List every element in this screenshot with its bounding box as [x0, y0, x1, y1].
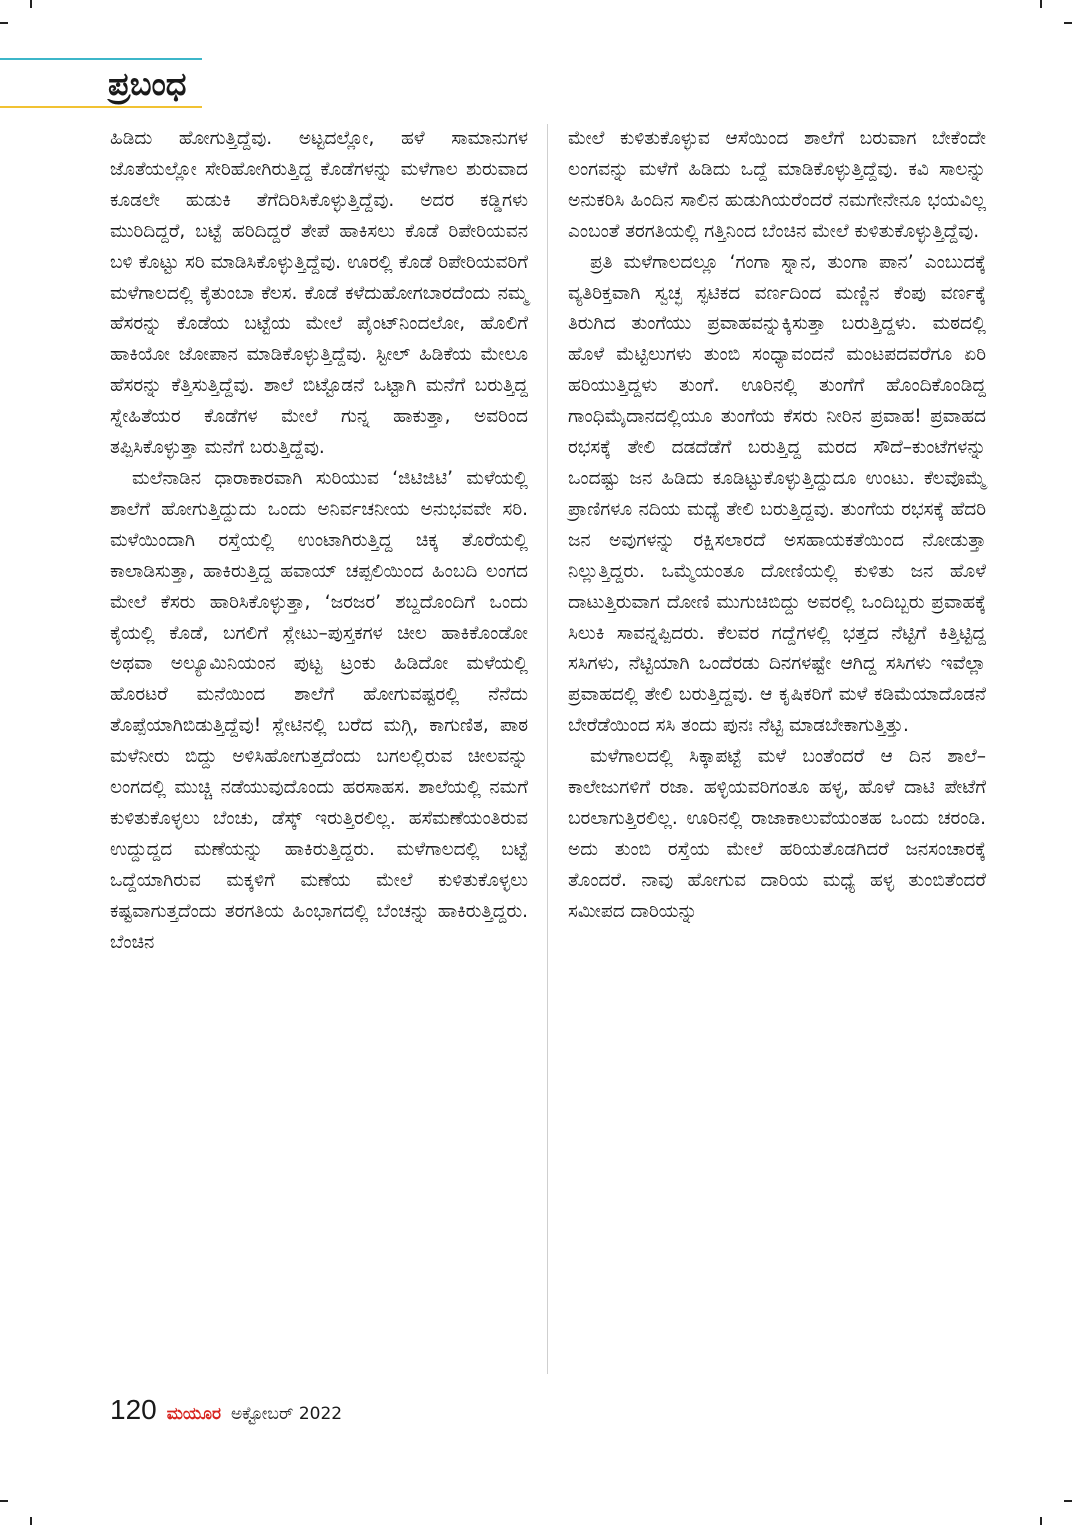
crop-mark — [30, 1517, 32, 1525]
header-accent-rule-top — [0, 58, 202, 60]
issue-date: ಅಕ್ಟೋಬರ್ 2022 — [230, 1404, 343, 1424]
page-footer — [110, 1394, 342, 1434]
crop-mark — [1064, 22, 1072, 24]
article-paragraph: ಮಲೆನಾಡಿನ ಧಾರಾಕಾರವಾಗಿ ಸುರಿಯುವ ‘ಜಿಟಿಜಿಟಿ’ ಮಳೆಯಲ್ಲಿ ಶಾಲೆಗೆ ಹೋಗುತ್ತಿದ್ದುದು ಒಂದು ಅನಿರ್ವಚನೀಯ ಅನುಭವವೇ ಸರಿ. ಮಳೆಯಿಂದಾಗಿ ರಸ್ತೆಯಲ್ಲಿ ಉಂಟಾಗಿರುತ್ತಿದ್ದ ಚಿಕ್ಕ ತೊರೆಯಲ್ಲಿ ಕಾಲಾಡಿಸುತ್ತಾ, ಹಾಕಿರುತ್ತಿದ್ದ ಹವಾಯ್ ಚಪ್ಪಲಿಯಿಂದ ಹಿಂಬದಿ ಲಂಗದ ಮೇಲೆ ಕೆಸರು ಹಾರಿಸಿಕೊಳ್ಳುತ್ತಾ, ‘ಜರಜರ’ ಶಬ್ದದೊಂದಿಗೆ ಒಂದು ಕೈಯಲ್ಲಿ ಕೊಡೆ, ಬಗಲಿಗೆ ಸ್ಲೇಟು–ಪುಸ್ತಕಗಳ ಚೀಲ ಹಾಕಿಕೊಂಡೋ ಅಥವಾ ಅಲ್ಯೂಮಿನಿಯಂನ ಪುಟ್ಟ ಟ್ರಂಕು ಹಿಡಿದೋ ಮಳೆಯಲ್ಲಿ ಹೊರಟರೆ ಮನೆಯಿಂದ ಶಾಲೆಗೆ ಹೋಗುವಷ್ಟರಲ್ಲಿ ನೆನೆದು ತೊಪ್ಪೆಯಾಗಿಬಿಡುತ್ತಿದ್ದೆವು! ಸ್ಲೇಟಿನಲ್ಲಿ ಬರೆದ ಮಗ್ಗಿ, ಕಾಗುಣಿತ, ಪಾಠ ಮಳೆನೀರು ಬಿದ್ದು ಅಳಿಸಿಹೋಗುತ್ತದೆಂದು ಬಗಲಲ್ಲಿರುವ ಚೀಲವನ್ನು ಲಂಗದಲ್ಲಿ ಮುಚ್ಚಿ ನಡೆಯುವುದೊಂದು ಹರಸಾಹಸ. ಶಾಲೆಯಲ್ಲಿ ನಮಗೆ ಕುಳಿತುಕೊಳ್ಳಲು ಬೆಂಚು, ಡೆಸ್ಕ್ ಇರುತ್ತಿರಲಿಲ್ಲ. ಹಸೆಮಣೆಯಂತಿರುವ ಉದ್ದುದ್ದದ ಮಣೆಯನ್ನು ಹಾಕಿರುತ್ತಿದ್ದರು. ಮಳೆಗಾಲದಲ್ಲಿ ಬಟ್ಟೆ ಒದ್ದೆಯಾಗಿರುವ ಮಕ್ಕಳಿಗೆ ಮಣೆಯ ಮೇಲೆ ಕುಳಿತುಕೊಳ್ಳಲು ಕಷ್ಟವಾಗುತ್ತದೆಂದು ತರಗತಿಯ ಹಿಂಭಾಗದಲ್ಲಿ ಬೆಂಚನ್ನು ಹಾಕಿರುತ್ತಿದ್ದರು. ಬೆಂಚಿನ — [110, 467, 528, 953]
crop-mark — [0, 22, 8, 24]
page-number: 120 — [110, 1394, 157, 1425]
article-paragraph: ಮೇಲೆ ಕುಳಿತುಕೊಳ್ಳುವ ಆಸೆಯಿಂದ ಶಾಲೆಗೆ ಬರುವಾಗ ಬೇಕೆಂದೇ ಲಂಗವನ್ನು ಮಳೆಗೆ ಹಿಡಿದು ಒದ್ದೆ ಮಾಡಿಕೊಳ್ಳುತ್ತಿದ್ದೆವು. ಕವಿ ಸಾಲನ್ನು ಅನುಕರಿಸಿ ಹಿಂದಿನ ಸಾಲಿನ ಹುಡುಗಿಯರೆಂದರೆ ನಮಗೇನೇನೂ ಭಯವಿಲ್ಲ ಎಂಬಂತೆ ತರಗತಿಯಲ್ಲಿ ಗತ್ತಿನಿಂದ ಬೆಂಚಿನ ಮೇಲೆ ಕುಳಿತುಕೊಳ್ಳುತ್ತಿದ್ದೆವು. — [568, 128, 986, 242]
crop-mark — [1040, 1517, 1042, 1525]
header-accent-rule-bottom — [0, 106, 202, 108]
crop-mark — [1064, 1500, 1072, 1502]
article-paragraph: ಹಿಡಿದು ಹೋಗುತ್ತಿದ್ದೆವು. ಅಟ್ಟದಲ್ಲೋ, ಹಳೆ ಸಾಮಾನುಗಳ ಜೊತೆಯಲ್ಲೋ ಸೇರಿಹೋಗಿರುತ್ತಿದ್ದ ಕೊಡೆಗಳನ್ನು ಮಳೆಗಾಲ ಶುರುವಾದ ಕೂಡಲೇ ಹುಡುಕಿ ತೆಗೆದಿರಿಸಿಕೊಳ್ಳುತ್ತಿದ್ದೆವು. ಅದರ ಕಡ್ಡಿಗಳು ಮುರಿದಿದ್ದರೆ, ಬಟ್ಟೆ ಹರಿದಿದ್ದರೆ ತೇಪೆ ಹಾಕಿಸಲು ಕೊಡೆ ರಿಪೇರಿಯವನ ಬಳಿ ಕೊಟ್ಟು ಸರಿ ಮಾಡಿಸಿಕೊಳ್ಳುತ್ತಿದ್ದೆವು. ಊರಲ್ಲಿ ಕೊಡೆ ರಿಪೇರಿಯವರಿಗೆ ಮಳೆಗಾಲದಲ್ಲಿ ಕೈತುಂಬಾ ಕೆಲಸ. ಕೊಡೆ ಕಳೆದುಹೋಗಬಾರದೆಂದು ನಮ್ಮ ಹೆಸರನ್ನು ಕೊಡೆಯ ಬಟ್ಟೆಯ ಮೇಲೆ ಪೈಂಟ್‌ನಿಂದಲೋ, ಹೊಲಿಗೆ ಹಾಕಿಯೋ ಜೋಪಾನ ಮಾಡಿಕೊಳ್ಳುತ್ತಿದ್ದೆವು. ಸ್ಟೀಲ್ ಹಿಡಿಕೆಯ ಮೇಲೂ ಹೆಸರನ್ನು ಕೆತ್ತಿಸುತ್ತಿದ್ದೆವು. ಶಾಲೆ ಬಿಟ್ಟೊಡನೆ ಒಟ್ಟಾಗಿ ಮನೆಗೆ ಬರುತ್ತಿದ್ದ ಸ್ನೇಹಿತೆಯರ ಕೊಡೆಗಳ ಮೇಲೆ ಗುನ್ನ ಹಾಕುತ್ತಾ, ಅವರಿಂದ ತಪ್ಪಿಸಿಕೊಳ್ಳುತ್ತಾ ಮನೆಗೆ ಬರುತ್ತಿದ್ದೆವು. — [110, 128, 528, 459]
left-column — [110, 124, 528, 958]
section-title: ಪ್ರಬಂಧ — [108, 65, 187, 103]
crop-mark — [1040, 0, 1042, 8]
crop-mark — [0, 1500, 8, 1502]
column-divider — [547, 124, 548, 1374]
crop-mark — [30, 0, 32, 8]
article-paragraph: ಪ್ರತಿ ಮಳೆಗಾಲದಲ್ಲೂ ‘ಗಂಗಾ ಸ್ನಾನ, ತುಂಗಾ ಪಾನ’ ಎಂಬುದಕ್ಕೆ ವ್ಯತಿರಿಕ್ತವಾಗಿ ಸ್ವಚ್ಛ ಸ್ಫಟಿಕದ ವರ್ಣದಿಂದ ಮಣ್ಣಿನ ಕೆಂಪು ವರ್ಣಕ್ಕೆ ತಿರುಗಿದ ತುಂಗೆಯು ಪ್ರವಾಹವನ್ನುಕ್ಕಿಸುತ್ತಾ ಬರುತ್ತಿದ್ದಳು. ಮಠದಲ್ಲಿ ಹೊಳೆ ಮೆಟ್ಟಿಲುಗಳು ತುಂಬಿ ಸಂಧ್ಯಾವಂದನೆ ಮಂಟಪದವರೆಗೂ ಏರಿ ಹರಿಯುತ್ತಿದ್ದಳು ತುಂಗೆ. ಊರಿನಲ್ಲಿ ತುಂಗೆಗೆ ಹೊಂದಿಕೊಂಡಿದ್ದ ಗಾಂಧಿಮೈದಾನದಲ್ಲಿಯೂ ತುಂಗೆಯ ಕೆಸರು ನೀರಿನ ಪ್ರವಾಹ! ಪ್ರವಾಹದ ರಭಸಕ್ಕೆ ತೇಲಿ ದಡದೆಡೆಗೆ ಬರುತ್ತಿದ್ದ ಮರದ ಸೌದೆ–ಕುಂಟೆಗಳನ್ನು ಒಂದಷ್ಟು ಜನ ಹಿಡಿದು ಕೂಡಿಟ್ಟುಕೊಳ್ಳುತ್ತಿದ್ದುದೂ ಉಂಟು. ಕೆಲವೊಮ್ಮೆ ಪ್ರಾಣಿಗಳೂ ನದಿಯ ಮಧ್ಯೆ ತೇಲಿ ಬರುತ್ತಿದ್ದವು. ತುಂಗೆಯ ರಭಸಕ್ಕೆ ಹೆದರಿ ಜನ ಅವುಗಳನ್ನು ರಕ್ಷಿಸಲಾರದೆ ಅಸಹಾಯಕತೆಯಿಂದ ನೋಡುತ್ತಾ ನಿಲ್ಲುತ್ತಿದ್ದರು. ಒಮ್ಮೆಯಂತೂ ದೋಣಿಯಲ್ಲಿ ಕುಳಿತು ಜನ ಹೊಳೆ ದಾಟುತ್ತಿರುವಾಗ ದೋಣಿ ಮುಗುಚಿಬಿದ್ದು ಅವರಲ್ಲಿ ಒಂದಿಬ್ಬರು ಪ್ರವಾಹಕ್ಕೆ ಸಿಲುಕಿ ಸಾವನ್ನಪ್ಪಿದರು. ಕೆಲವರ ಗದ್ದೆಗಳಲ್ಲಿ ಭತ್ತದ ನೆಟ್ಟಿಗೆ ಕಿತ್ತಿಟ್ಟಿದ್ದ ಸಸಿಗಳು, ನೆಟ್ಟಿಯಾಗಿ ಒಂದೆರಡು ದಿನಗಳಷ್ಟೇ ಆಗಿದ್ದ ಸಸಿಗಳು ಇವೆಲ್ಲಾ ಪ್ರವಾಹದಲ್ಲಿ ತೇಲಿ ಬರುತ್ತಿದ್ದವು. ಆ ಕೃಷಿಕರಿಗೆ ಮಳೆ ಕಡಿಮೆಯಾದೊಡನೆ ಬೇರೆಡೆಯಿಂದ ಸಸಿ ತಂದು ಪುನಃ ನೆಟ್ಟಿ ಮಾಡಬೇಕಾಗುತ್ತಿತ್ತು. — [568, 251, 986, 737]
article-paragraph: ಮಳೆಗಾಲದಲ್ಲಿ ಸಿಕ್ಕಾಪಟ್ಟೆ ಮಳೆ ಬಂತೆಂದರೆ ಆ ದಿನ ಶಾಲೆ–ಕಾಲೇಜುಗಳಿಗೆ ರಜಾ. ಹಳ್ಳಿಯವರಿಗಂತೂ ಹಳ್ಳ, ಹೊಳೆ ದಾಟಿ ಪೇಟೆಗೆ ಬರಲಾಗುತ್ತಿರಲಿಲ್ಲ. ಊರಿನಲ್ಲಿ ರಾಜಾಕಾಲುವೆಯಂತಹ ಒಂದು ಚರಂಡಿ. ಅದು ತುಂಬಿ ರಸ್ತೆಯ ಮೇಲೆ ಹರಿಯತೊಡಗಿದರೆ ಜನಸಂಚಾರಕ್ಕೆ ತೊಂದರೆ. ನಾವು ಹೋಗುವ ದಾರಿಯ ಮಧ್ಯೆ ಹಳ್ಳ ತುಂಬಿತೆಂದರೆ ಸಮೀಪದ ದಾರಿಯನ್ನು — [568, 746, 986, 922]
magazine-logo: ಮಯೂರ — [166, 1404, 221, 1424]
right-column — [568, 124, 986, 928]
